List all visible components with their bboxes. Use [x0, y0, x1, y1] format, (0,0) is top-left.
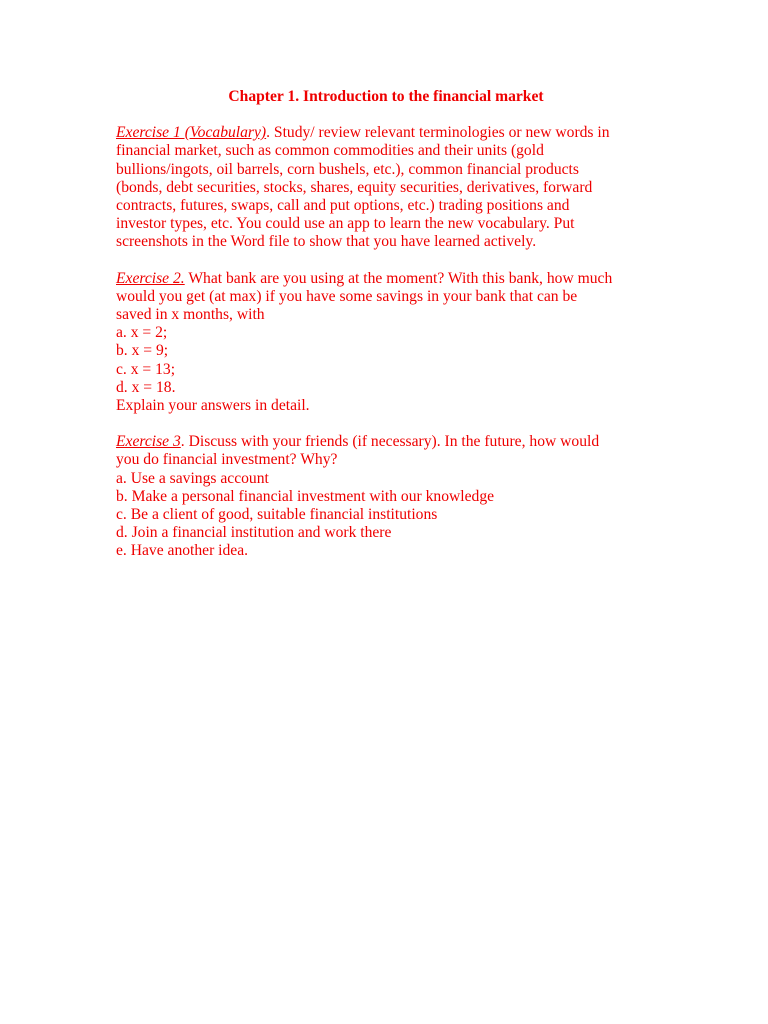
exercise-2-first-line: [116, 270, 656, 288]
exercise-1: [116, 124, 656, 251]
exercise-2-option-d: d. x = 18.: [116, 378, 176, 396]
exercise-1-text-line: . Study/ review relevant terminologies or new words in: [266, 124, 610, 142]
exercise-1-text-line: investor types, etc. You could use an app to learn the new vocabulary. Put: [116, 215, 575, 233]
exercise-3-option-b: b. Make a personal financial investment with our knowledge: [116, 487, 495, 505]
exercise-1-first-line: [116, 124, 656, 142]
exercise-2-text-line: would you get (at max) if you have some savings in your bank that can be: [116, 287, 578, 305]
exercise-2-option-b: b. x = 9;: [116, 342, 169, 360]
exercise-3-option-c: c. Be a client of good, suitable financial institutions: [116, 506, 438, 524]
exercise-3-text-line: . Discuss with your friends (if necessary). In the future, how would: [180, 433, 600, 451]
exercise-1-text-line: screenshots in the Word file to show that you have learned actively.: [116, 233, 537, 251]
exercise-3-option-e: e. Have another idea.: [116, 542, 249, 560]
exercise-3-option-d: d. Join a financial institution and work there: [116, 524, 392, 542]
exercise-1-text-line: contracts, futures, swaps, call and put options, etc.) trading positions and: [116, 197, 570, 215]
exercise-1-text-line: (bonds, debt securities, stocks, shares, equity securities, derivatives, forward: [116, 178, 593, 196]
exercise-3-text-line: you do financial investment? Why?: [116, 451, 338, 469]
exercise-1-text-line: financial market, such as common commodities and their units (gold: [116, 142, 544, 160]
exercise-2-closing: Explain your answers in detail.: [116, 397, 310, 415]
exercise-2-text-line: saved in x months, with: [116, 306, 265, 324]
exercise-2: [116, 270, 656, 416]
document-page: [116, 86, 656, 579]
chapter-title: Chapter 1. Introduction to the financial market: [228, 88, 544, 105]
exercise-2-option-c: c. x = 13;: [116, 360, 176, 378]
exercise-1-heading: Exercise 1 (Vocabulary): [116, 124, 267, 142]
exercise-2-heading: Exercise 2.: [116, 269, 185, 287]
exercise-3-option-a: a. Use a savings account: [116, 469, 269, 487]
exercise-3: [116, 433, 656, 560]
exercise-2-option-a: a. x = 2;: [116, 324, 168, 342]
exercise-3-first-line: [116, 433, 656, 451]
exercise-1-text-line: bullions/ingots, oil barrels, corn bushels, etc.), common financial products: [116, 160, 579, 178]
exercise-3-heading: Exercise 3: [116, 433, 181, 451]
exercise-2-text-line: What bank are you using at the moment? With this bank, how much: [184, 269, 613, 287]
